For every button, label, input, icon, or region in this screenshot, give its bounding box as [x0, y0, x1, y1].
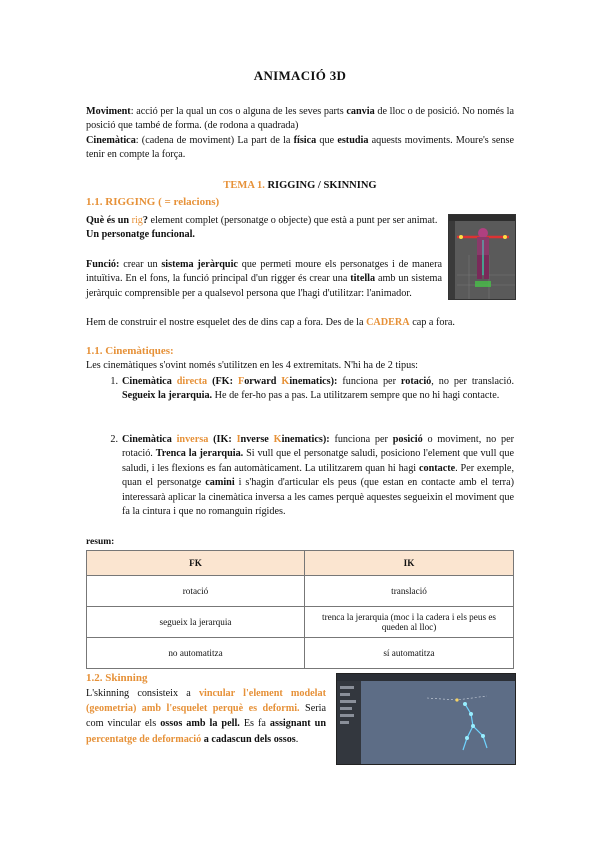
- rigging-esquelet: [86, 316, 526, 330]
- term: vincular l'element modelat (geometria) amb l'esquelet perquè es deformi.: [86, 688, 326, 715]
- text: : acció per la qual un cos o alguna de les seves parts: [130, 106, 347, 117]
- rig-character-screenshot: [448, 214, 516, 300]
- term-moviment: Moviment: [86, 106, 131, 117]
- list-number: 2.: [110, 434, 118, 445]
- text: funciona per: [337, 376, 401, 387]
- term: titella: [350, 273, 376, 285]
- term: Trenca la jerarquia.: [155, 448, 244, 460]
- text: o moviment, no per rotació.: [122, 434, 515, 460]
- table-header-fk: FK: [87, 551, 305, 576]
- table-cell: rotació: [87, 576, 305, 607]
- resum-label: resum:: [86, 537, 115, 547]
- term: rotació: [400, 376, 432, 387]
- term-cinematica: Cinemàtica: [86, 135, 136, 146]
- table-row: [87, 638, 514, 669]
- table-cell: sí automatitza: [305, 638, 514, 669]
- text: cap a fora.: [409, 317, 455, 328]
- term: Funció:: [86, 259, 120, 270]
- term: camini: [205, 477, 235, 489]
- text: He de fer-ho pas a pas. La utilitzarem sempre que no hi hagi contacte.: [212, 390, 500, 402]
- term: contacte: [418, 462, 456, 474]
- table-row: [87, 576, 514, 607]
- term: inversa: [176, 434, 209, 445]
- term: canvia: [346, 106, 375, 117]
- term-rig: rig: [131, 215, 143, 226]
- term: inematics):: [289, 376, 338, 387]
- text: : (cadena de moviment) La part de la: [135, 135, 294, 146]
- term: K: [281, 376, 290, 387]
- term: estudia: [337, 135, 369, 146]
- term-cadera: CADERA: [366, 317, 410, 328]
- text: Si vull que el personatge saludi, posiciono l'element que vull que saludi, i les flexions es fan automàticament. La utilitzarem quan hi hagi: [122, 448, 514, 474]
- rigging-funcio: [86, 258, 442, 301]
- skinning-software-screenshot: [336, 673, 516, 765]
- term: orward: [244, 376, 282, 387]
- page-title: ANIMACIÓ 3D: [253, 68, 347, 83]
- cinematiques-heading: 1.1. Cinemàtiques:: [86, 345, 174, 357]
- term: K: [273, 434, 282, 445]
- text: que: [316, 135, 338, 146]
- text: crear un: [119, 259, 162, 270]
- term: Segueix la jerarquia.: [122, 390, 213, 402]
- term: ossos amb la pell.: [160, 718, 240, 730]
- table-cell: trenca la jerarquia (moc i la cadera i els peus es queden al lloc): [305, 607, 514, 638]
- text: L'skinning consisteix a: [86, 688, 199, 699]
- list-item-fk: [102, 375, 514, 404]
- term: assignant un: [269, 718, 326, 730]
- term: F: [237, 376, 245, 387]
- skinning-description: [86, 686, 326, 747]
- term: (IK:: [208, 434, 237, 445]
- text: . Per exemple, quan el personatge: [122, 462, 514, 489]
- text: element complet (personatge o objecte) que està a punt per ser animat.: [148, 215, 438, 226]
- tema-title: RIGGING / SKINNING: [264, 180, 377, 191]
- skinning-heading: 1.2. Skinning: [86, 672, 148, 684]
- text: que permeti moure els personatges i de manera intuïtiva. En el fons, la funció principal d'un rigger és crear una: [86, 259, 442, 285]
- term: a cadascun dels ossos: [201, 733, 296, 745]
- term: I: [236, 434, 241, 445]
- text: Es fa: [239, 718, 270, 730]
- resum-table: [86, 550, 514, 669]
- term: ?: [142, 215, 148, 226]
- table-cell: segueix la jerarquia: [87, 607, 305, 638]
- text: de lloc o de posició. No només la posició que també de forma. (de rodona a quadrada): [86, 106, 514, 132]
- fk-description: [122, 375, 514, 404]
- term: directa: [176, 376, 208, 387]
- table-header-ik: IK: [305, 551, 514, 576]
- rigging-definition: [86, 214, 442, 243]
- table-cell: no automatitza: [87, 638, 305, 669]
- term: inematics):: [281, 434, 330, 445]
- term: nverse: [240, 434, 274, 445]
- term: física: [293, 135, 317, 146]
- tema-number: TEMA 1.: [223, 180, 265, 191]
- list-number: 1.: [110, 376, 118, 387]
- term: Què és un: [86, 215, 132, 226]
- term: Un personatge funcional.: [86, 229, 195, 241]
- text: amb un sistema jeràrquic comprensible per a qualsevol persona que l'hagi d'utilitzar: l'animador.: [86, 273, 442, 299]
- term: percentatge de deformació: [86, 733, 202, 745]
- cinematiques-intro: Les cinemàtiques s'ovint només s'utilitzen en les 4 extremitats. N'hi ha de 2 tipus:: [86, 360, 419, 371]
- text: i s'hagin d'articular els peus (que estan en contacte amb el terra) interessarà aplicar la cinemàtica inversa a les cames perquè aquestes segueixin el moviment que fa la cintura i que no romanguin rígides.: [122, 477, 514, 518]
- term: (FK:: [207, 376, 238, 387]
- table-row: [87, 607, 514, 638]
- text: aquests moviments. Moure's sense tenir en compte la força.: [86, 135, 515, 161]
- text: .: [295, 733, 299, 745]
- rigging-heading: 1.1. RIGGING ( = relacions): [86, 196, 220, 208]
- ik-description: [122, 433, 514, 519]
- table-cell: translació: [305, 576, 514, 607]
- text: , no per translació.: [431, 376, 515, 387]
- text: funciona per: [329, 434, 393, 445]
- table-header-row: [87, 551, 514, 576]
- definition-cinematica: [86, 134, 514, 163]
- text: Seria com vincular els: [86, 703, 326, 730]
- term: Cinemàtica: [122, 434, 177, 445]
- list-item-ik: [102, 433, 514, 519]
- term: Cinemàtica: [122, 376, 177, 387]
- text: Hem de construir el nostre esquelet des de dins cap a fora. Des de la: [86, 317, 367, 328]
- term: posició: [392, 434, 423, 445]
- tema-heading: [0, 180, 600, 191]
- definition-moviment: [86, 105, 514, 134]
- term: sistema jeràrquic: [161, 259, 238, 270]
